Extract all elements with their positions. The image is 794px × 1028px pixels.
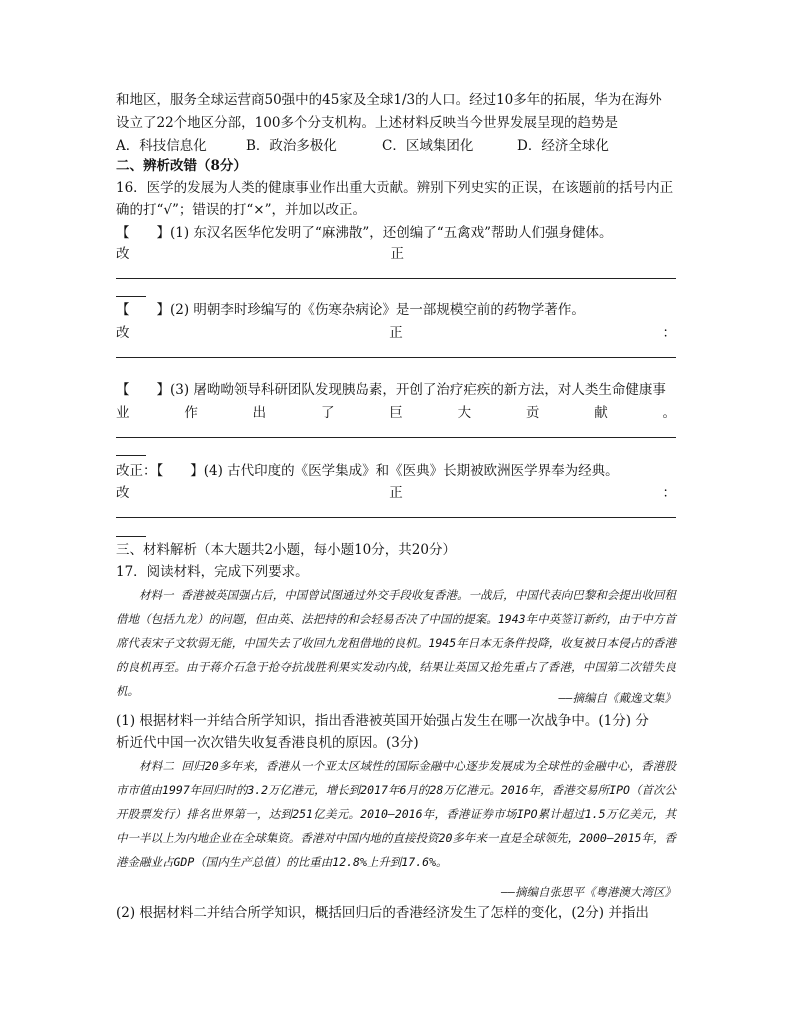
answer-line-stub-1 [116, 296, 146, 297]
material-1: 材料一 香港被英国强占后，中国曾试图通过外交手段收复香港。一战后，中国代表向巴黎和会提出收回租借地（包括九龙）的问题，但由英、法把持的和会轻易否决了中国的提案。1943年中英签订新约，由于中方首席代表宋子文软弱无能，中国失去了收回九龙租借地的良机。1945年日本无条件投降，收复被日本侵占的香港的良机再至。由于蒋介石急于抢夺抗战胜利果实发动内战，结果让英国又抢先重占了香港，中国第二次错失良机。 [116, 588, 676, 698]
correction-colon: ： [662, 485, 676, 501]
char: 。 [662, 405, 676, 421]
correction-label-gai: 改 [116, 325, 130, 341]
correction-label-gai: 改 [116, 485, 130, 501]
correction-label-zheng: 正 [389, 325, 403, 341]
material-1-source: ——摘编自《戴逸文集》 [558, 691, 676, 705]
char: 献 [594, 405, 608, 421]
answer-line-stub-3 [116, 455, 146, 456]
correction-label-zheng: 正 [390, 246, 404, 262]
answer-line-2[interactable] [116, 357, 676, 358]
q17-question1-line1: (1) 根据材料一并结合所学知识，指出香港被英国开始强占发生在哪一次战争中。(1分) 分 [116, 713, 649, 729]
answer-line-4[interactable] [116, 517, 676, 518]
char: 作 [184, 405, 198, 421]
q17-question2-line1: (2) 根据材料二并结合所学知识，概括回归后的香港经济发生了怎样的变化，(2分) 并指出 [116, 905, 649, 921]
char: 巨 [389, 405, 403, 421]
correction-row-2 [116, 323, 676, 343]
q16-item3: 【 】(3) 屠呦呦领导科研团队发现胰岛素，开创了治疗疟疾的新方法，对人类生命健康事 [116, 382, 666, 398]
q16-text-line1: 16．医学的发展为人类的健康事业作出重大贡献。辨别下列史实的正误，在该题前的括号内正 [116, 180, 674, 196]
correction-label-zheng: 正 [389, 485, 403, 501]
answer-line-1[interactable] [116, 278, 676, 279]
q15-text-line2: 设立了22个地区分部，100多个分支机构。上述材料反映当今世界发展呈现的趋势是 [116, 115, 618, 131]
section3-heading: 三、材料解析（本大题共2小题，每小题10分，共20分） [116, 542, 456, 558]
q16-text-line2: 确的打“√”；错误的打“×”，并加以改正。 [116, 202, 367, 218]
q16-item2: 【 】(2) 明朝李时珍编写的《伤寒杂病论》是一部规模空前的药物学著作。 [116, 302, 585, 318]
q17-question1-line2: 析近代中国一次次错失收复香港良机的原因。(3分) [116, 735, 419, 751]
q17-intro: 17．阅读材料，完成下列要求。 [116, 564, 309, 580]
correction-label-gai: 改 [116, 246, 130, 262]
correction-row-4 [116, 483, 676, 503]
correction-row-1 [116, 244, 676, 264]
char: 了 [320, 405, 335, 421]
material-2: 材料二 回归20多年来，香港从一个亚太区域性的国际金融中心逐步发展成为全球性的金融中心，香港股市市值由1997年回归时的3.2万亿港元，增长到2017年6月的28万亿港元。2016年，香港交易所IPO（首次公开股票发行）排名世界第一，达到251亿美元。2010—2016年，香港证券市场IPO累计超过1.5万亿美元，其中一半以上为内地企业在全球集资。香港对中国内地的直接投资20多年来一直是全球领先，2000—2015年，香港金融业占GDP（国内生产总值）的比重由12.8%上升到17.6%。 [116, 759, 676, 869]
char: 业 [116, 405, 130, 421]
q15-options [116, 136, 676, 156]
material-2-source: ——摘编自张思平《粤港澳大湾区》 [501, 885, 676, 899]
char: 大 [457, 405, 472, 421]
option-b[interactable]: B．政治多极化 [246, 138, 337, 154]
option-d[interactable]: D．经济全球化 [517, 138, 609, 154]
char: 贡 [525, 405, 540, 421]
correction-colon: ： [662, 325, 676, 341]
q16-item3-continuation [116, 403, 676, 423]
q16-item1: 【 】(1) 东汉名医华佗发明了“麻沸散”，还创编了“五禽戏”帮助人们强身健体。 [116, 225, 613, 241]
q16-item4: 改正：【 】(4) 古代印度的《医学集成》和《医典》长期被欧洲医学界奉为经典。 [116, 463, 619, 479]
option-c[interactable]: C．区域集团化 [382, 138, 474, 154]
q15-text-line1: 和地区，服务全球运营商50强中的45家及全球1/3的人口。经过10多年的拓展，华为在海外 [116, 92, 662, 108]
option-a[interactable]: A．科技信息化 [116, 138, 207, 154]
answer-line-stub-4 [116, 536, 146, 537]
char: 出 [252, 405, 267, 421]
section2-heading: 二、辨析改错（8分） [116, 158, 247, 174]
answer-line-3[interactable] [116, 437, 676, 438]
